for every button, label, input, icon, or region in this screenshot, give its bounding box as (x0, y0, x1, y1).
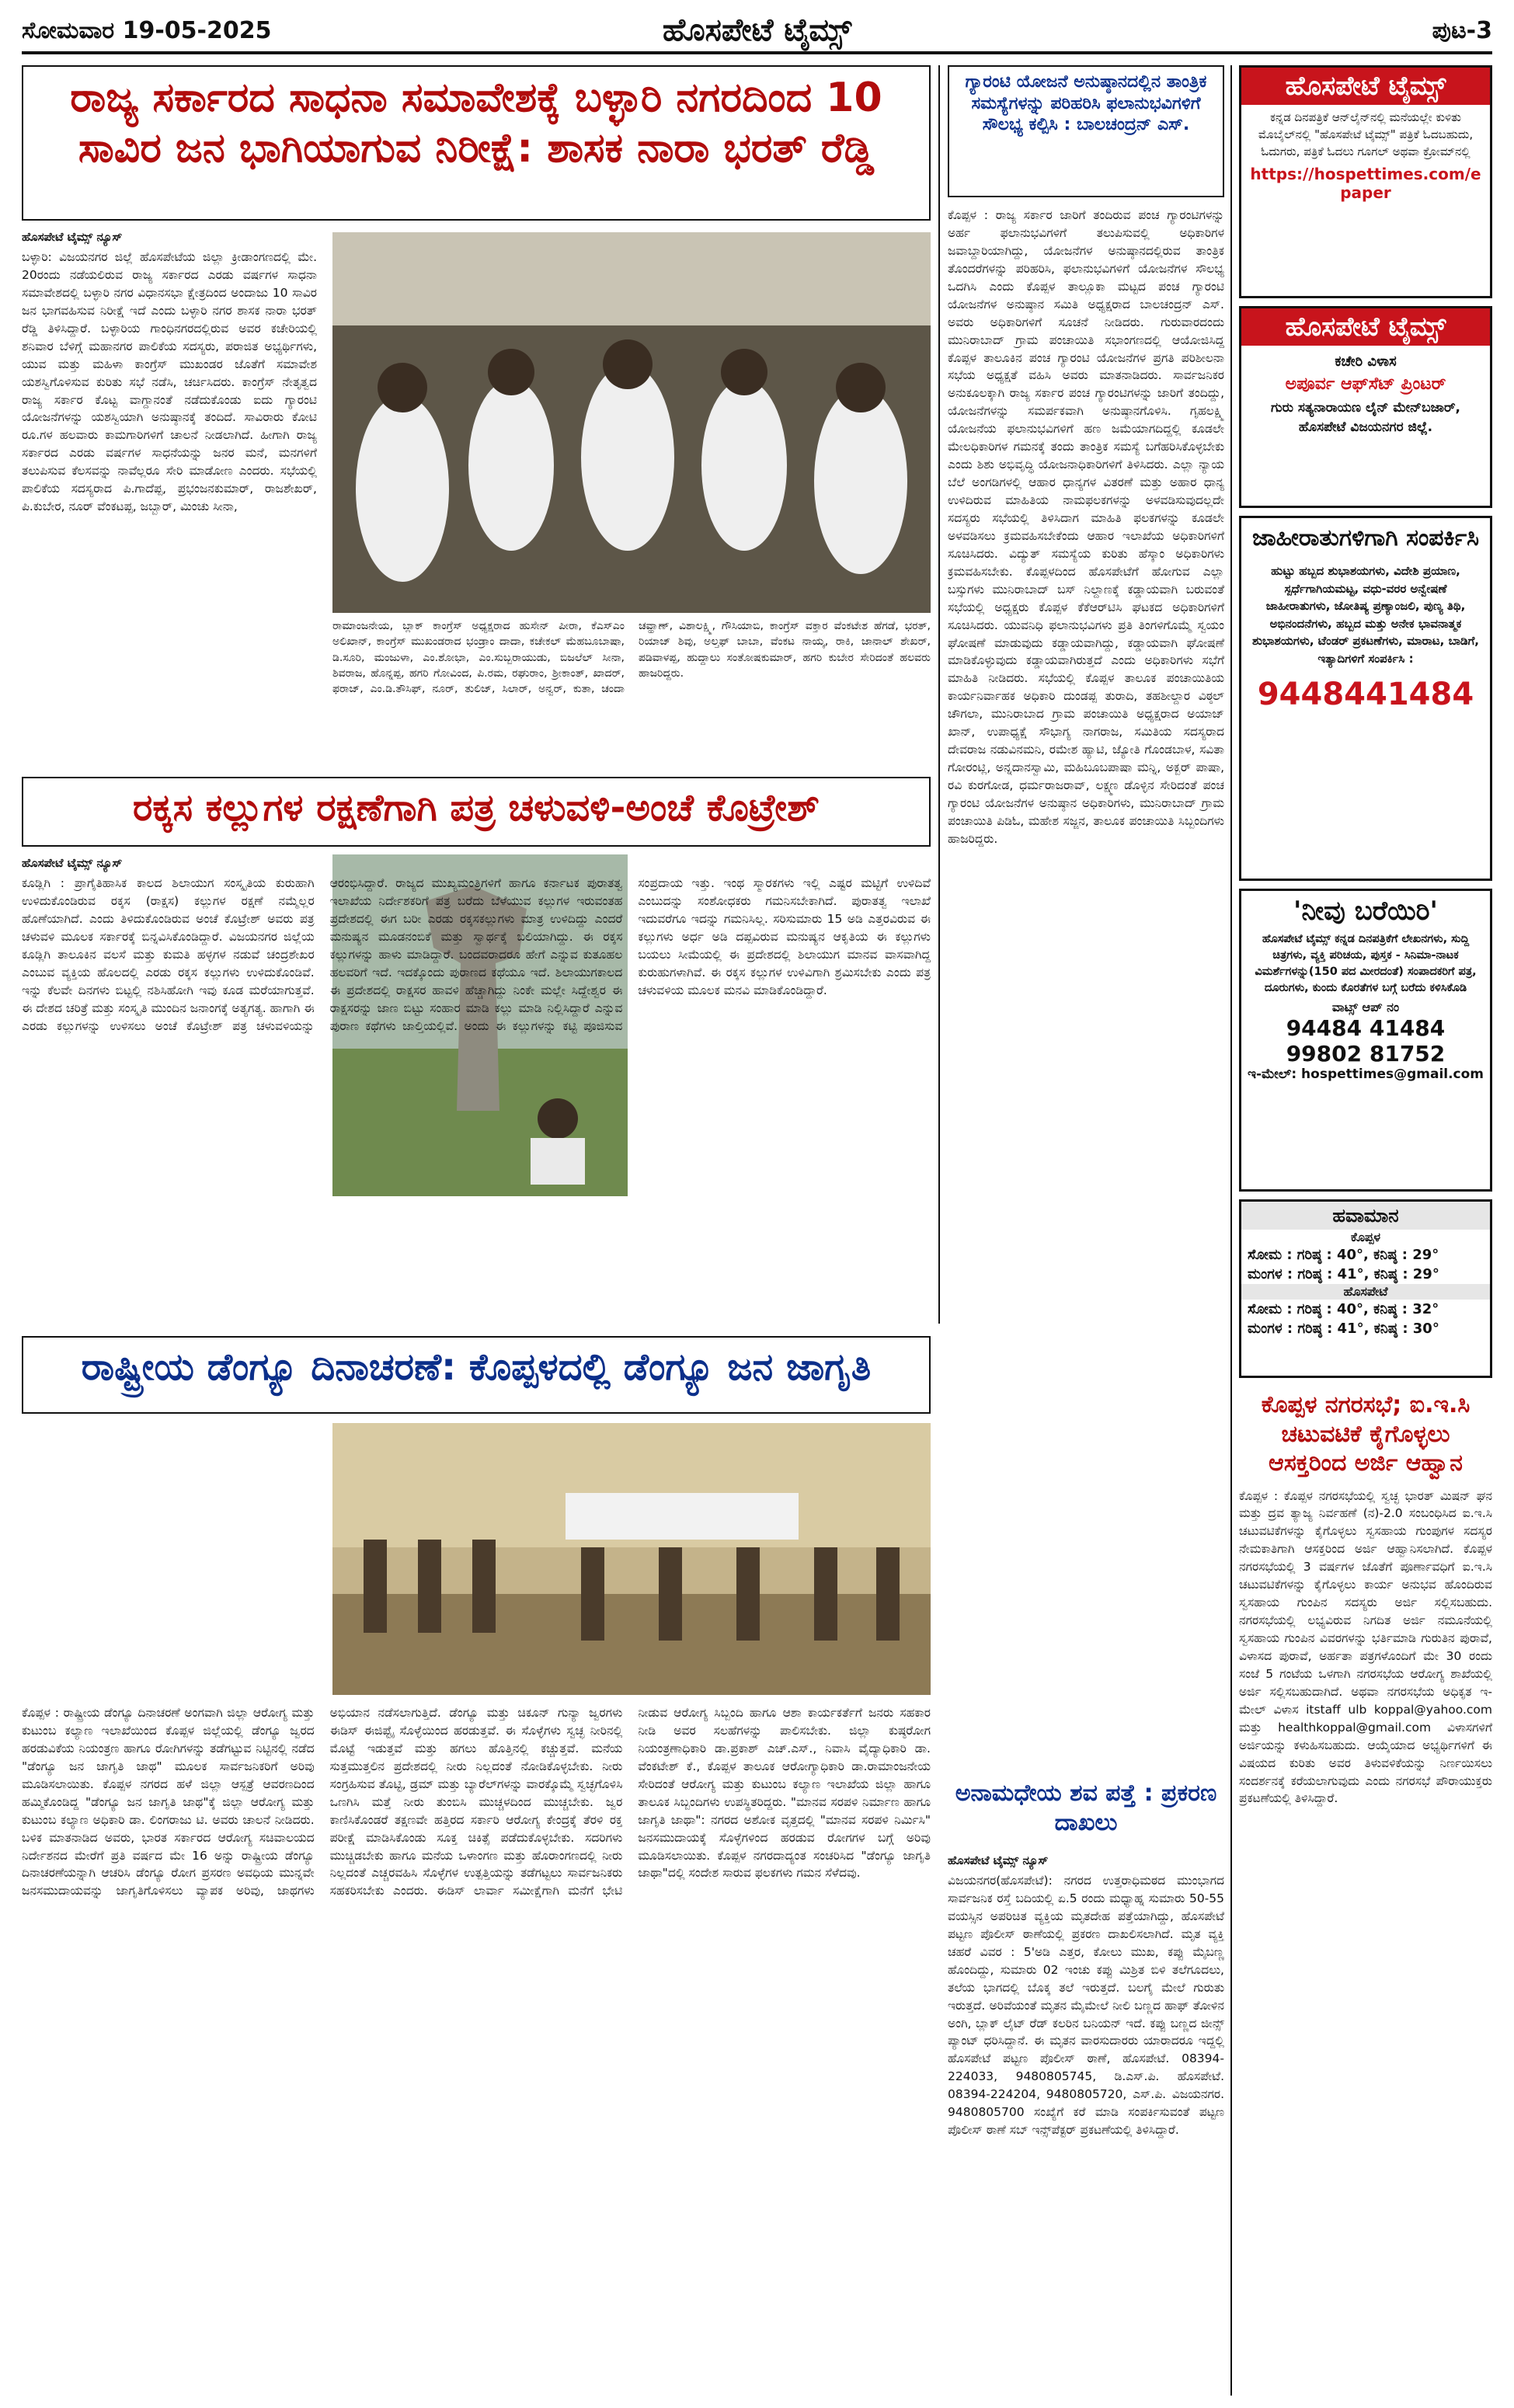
headline: ರಾಷ್ಟ್ರೀಯ ಡೆಂಗ್ಯೂ ದಿನಾಚರಣೆ: ಕೊಪ್ಪಳದಲ್ಲಿ ಡೆಂಗ್ಯೂ ಜನ ಜಾಗೃತಿ (81, 1345, 872, 1389)
story-unidentified-body (948, 1779, 1224, 2400)
weather-city-2: ಹೊಸಪೇಟೆ (1241, 1284, 1490, 1300)
headline: ಗ್ಯಾರಂಟಿ ಯೋಜನೆ ಅನುಷ್ಠಾನದಲ್ಲಿನ ತಾಂತ್ರಿಕ ಸಮಸ್ಯೆಗಳನ್ನು ಪರಿಹರಿಸಿ ಫಲಾನುಭವಿಗಳಿಗೆ ಸೌಲಭ್ಯ ಕಲ್ಪಿಸಿ : ಬಾಲಚಂದ್ರನ್ ಎಸ್. (965, 72, 1207, 134)
sidebar (1239, 65, 1492, 2396)
page-number: ಪುಟ-3 (1432, 17, 1492, 44)
newspaper-title: ಹೊಸಪೇಟೆ ಟೈಮ್ಸ್ (662, 12, 852, 48)
byline: ಹೊಸಪೇಟೆ ಟೈಮ್ಸ್ ನ್ಯೂಸ್ (22, 856, 123, 870)
column-rule (1230, 65, 1232, 2396)
card-text: ಹುಟ್ಟು ಹಬ್ಬದ ಶುಭಾಶಯಗಳು, ವಿದೇಶಿ ಪ್ರಯಾಣ, ಸ್ಪರ್ಧೆಗಾಗಿಯಮಟ್ಟ, ವಧು-ವರರ ಅನ್ವೇಷಣೆ ಜಾಹೀರಾತುಗಳು, ಜೋತಿಷ್ಯ ಪ್ರಣ್ಯಾಂಜಲಿ, ಪುಣ್ಯ ತಿಥಿ, ಅಭಿನಂದನೆಗಳು, ಹಬ್ಬದ ಮತ್ತು ಅನೇಕ ಭಾವನಾತ್ಮಕ ಶುಭಾಶಯಗಳು, ಟೆಂಡರ್ ಪ್ರಕಟಣೆಗಳು, ಮಾರಾಟ, ಬಾಡಿಗೆ, ಇತ್ಯಾದಿಗಳಿಗೆ ಸಂಪರ್ಕಿಸಿ : (1251, 564, 1479, 666)
card-title: ಹೊಸಪೇಟೆ ಟೈಮ್ಸ್ (1241, 308, 1490, 346)
weather-row: ಮಂಗಳ : ಗರಿಷ್ಠ : 41°, ಕನಿಷ್ಠ : 29° (1248, 1266, 1439, 1282)
issue-date: ಸೋಮವಾರ 19-05-2025 (22, 17, 272, 44)
article-body: ಕೂಡ್ಲಿಗಿ : ಪ್ರಾಗೈತಿಹಾಸಿಕ ಕಾಲದ ಶಿಲಾಯುಗ ಸಂಸ್ಕೃತಿಯ ಕುರುಹಾಗಿ ಉಳಿದುಕೊಂಡಿರುವ ರಕ್ಕಸ (ರಾಕ್ಷಸ) ಕಲ್ಲುಗಳ ರಕ್ಷಣೆ ನಮ್ಮೆಲ್ಲರ ಹೊಣೆಯಾಗಿದೆ. ಎಂದು ತಿಳಿದುಕೊಂಡಿರುವ ಅಂಚೆ ಕೊಟ್ರೇಶ್ ಅವರು ಪತ್ರ ಚಳುವಳಿ ಮೂಲಕ ಸರ್ಕಾರಕ್ಕೆ ಬಿನ್ನವಿಸಿಕೊಂಡಿದ್ದಾರೆ. ವಿಜಯನಗರ ಜಿಲ್ಲೆಯ ಕೂಡ್ಲಿಗಿ ತಾಲೂಕಿನ ವಲಸೆ ಮತ್ತು ಕುಮತಿ ಹಳ್ಳಗಳ ನಡುವೆ ಚಂದ್ರಶೇಖರ ಎಂಬುವ ವ್ಯಕ್ತಿಯ ಹೊಲದಲ್ಲಿ ಎರಡು ರಕ್ಕಸ ಕಲ್ಲುಗಳು ಉಳಿದುಕೊಂಡಿವೆ. ಇನ್ನು ಕೆಲವೇ ದಿನಗಳು ಬಿಟ್ಟಲ್ಲಿ ನಶಿಸಿಹೋಗಿ ಇವು ಕೂಡ ಮರೆಯಾಗುತ್ತವೆ. ಈ ದೇಶದ ಚರಿತ್ರೆ ಮತ್ತು ಸಂಸ್ಕೃತಿ ಮುಂದಿನ ಜನಾಂಗಕ್ಕೆ ಅತ್ಯಗತ್ಯ. ಹಾಗಾಗಿ ಈ ಎರಡು ಕಲ್ಲುಗಳನ್ನು ಉಳಿಸಲು ಅಂಚೆ ಕೊಟ್ರೇಶ್ ಪತ್ರ ಚಳುವಳಿಯನ್ನು ಆರಂಭಿಸಿದ್ದಾರೆ. ರಾಜ್ಯದ ಮುಖ್ಯಮಂತ್ರಿಗಳಿಗೆ ಹಾಗೂ ಕರ್ನಾಟಕ ಪುರಾತತ್ವ ಇಲಾಖೆಯ ನಿರ್ದೇಶಕರಿಗೆ ಪತ್ರ ಬರೆದು ಬೆಳೆಯುವ ಕಲ್ಲುಗಳ ಇರುವಂತಹ ಪ್ರದೇಶದಲ್ಲಿ ಈಗ ಬರೀ ಎರಡು ರಕ್ಕಸಕಲ್ಲುಗಳು ಮಾತ್ರ ಉಳಿದಿದ್ದು ಎಂದರೆ ಮನುಷ್ಯನ ಮೂಡನಂಬಿಕೆ ಮತ್ತು ಸ್ವಾರ್ಥಕ್ಕೆ ಬಲಿಯಾಗಿದ್ದು. ಈ ರಕ್ಕಸ ಕಲ್ಲುಗಳನ್ನು ಹಾಳು ಮಾಡಿದ್ದಾರೆ. ಬಂದವರಾದರೂ ಹೇಗೆ ಎನ್ನುವ ಕುತೂಹಲ ಹಲವರಿಗೆ ಇದೆ. ಇದಕ್ಕೊಂದು ಪುರಾಣದ ಕಥೆಯೂ ಇದೆ. ಶಿಲಾಯುಗಕಾಲದ ಈ ಪ್ರದೇಶದಲ್ಲಿ ರಾಕ್ಷಸರ ಹಾವಳಿ ಹೆಚ್ಚಾಗಿದ್ದು ನಿಂಕೇ ಮಲ್ಲೇ ಸಿದ್ದೇಶ್ವರ ಈ ರಾಕ್ಷಸರನ್ನು ಜಾಣ ಬಿಟ್ಟು ಸಂಹಾರ ಮಾಡಿ ಕಲ್ಲು ಮಾಡಿ ನಿಲ್ಲಿಸಿದ್ದಾರೆ ಎನ್ನುವ ಪುರಾಣ ಕಥೆಗಳು ಜಾಲ್ತಿಯಲ್ಲಿವೆ. ಅಂದು ಈ ಕಲ್ಲುಗಳನ್ನು ಕಟ್ಟಿ ಪೂಜಿಸುವ ಸಂಪ್ರದಾಯ ಇತ್ತು. ಇಂಥ ಸ್ಮಾರಕಗಳು ಇಲ್ಲಿ ಎಷ್ಟರ ಮಟ್ಟಿಗೆ ಉಳಿದಿವೆ ಎಂಬುದನ್ನು ಸಂಶೋಧಕರು ಗಮನಿಸಬೇಕಾಗಿದೆ. ಪುರಾತತ್ವ ಇಲಾಖೆ ಇದುವರೆಗೂ ಇದನ್ನು ಗಮನಿಸಿಲ್ಲ. ಸರಿಸುಮಾರು 15 ಅಡಿ ಎತ್ತರವಿರುವ ಈ ಕಲ್ಲುಗಳು ಅರ್ಧ ಅಡಿ ದಪ್ಪವಿರುವ ಮನುಷ್ಯನ ಆಕೃತಿಯ ಈ ಕಲ್ಲುಗಳು ಬಯಲು ಸೀಮೆಯಲ್ಲಿ ಈ ಪ್ರದೇಶದಲ್ಲಿ ಶಿಲಾಯುಗ ಮಾನವ ವಾಸವಾಗಿದ್ದ ಕುರುಹುಗಳಾಗಿವೆ. ಈ ರಕ್ಕಸ ಕಲ್ಲುಗಳ ಉಳಿವಿಗಾಗಿ ಶ್ರಮಿಸಬೇಕು ಎಂದು ಪತ್ರ ಚಳುವಳಿಯ ಮೂಲಕ ಮನವಿ ಮಾಡಿಕೊಂಡಿದ್ದಾರೆ. (22, 876, 931, 1033)
article-body: ಕೊಪ್ಪಳ : ರಾಜ್ಯ ಸರ್ಕಾರ ಜಾರಿಗೆ ತಂದಿರುವ ಪಂಚ ಗ್ಯಾರಂಟಿಗಳನ್ನು ಅರ್ಹ ಫಲಾನುಭವಿಗಳಿಗೆ ತಲುಪಿಸುವಲ್ಲಿ ಅಧಿಕಾರಿಗಳ ಜವಾಬ್ದಾರಿಯಾಗಿದ್ದು, ಯೋಜನೆಗಳ ಅನುಷ್ಠಾನದಲ್ಲಿರುವ ತಾಂತ್ರಿಕ ತೊಂದರೆಗಳನ್ನು ಪರಿಹರಿಸಿ, ಫಲಾನುಭವಿಗಳಿಗೆ ಯೋಜನೆಗಳ ಸೌಲಭ್ಯ ಒದಗಿಸಿ ಎಂದು ಕೊಪ್ಪಳ ತಾಲ್ಲೂಕಾ ಮಟ್ಟದ ಪಂಚ ಗ್ಯಾರಂಟಿ ಯೋಜನೆಗಳ ಅನುಷ್ಠಾನ ಸಮಿತಿ ಅಧ್ಯಕ್ಷರಾದ ಬಾಲಚಂದ್ರನ್ ಎಸ್. ಅವರು ಅಧಿಕಾರಿಗಳಿಗೆ ಸೂಚನೆ ನೀಡಿದರು. ಗುರುವಾರದಂದು ಮುನಿರಾಬಾದ್ ಗ್ರಾಮ ಪಂಚಾಯಿತಿ ಸಭಾಂಗಣದಲ್ಲಿ ಆಯೋಜಿಸಿದ್ದ ಕೊಪ್ಪಳ ತಾಲೂಕಿನ ಪಂಚ ಗ್ಯಾರಂಟಿ ಯೋಜನೆಗಳ ಪ್ರಗತಿ ಪರಿಶೀಲನಾ ಸಭೆಯ ಅಧ್ಯಕ್ಷತೆ ವಹಿಸಿ ಅವರು ಮಾತನಾಡಿದರು. ಸಾರ್ವಜನಿಕರ ಅನುಕೂಲಕ್ಕಾಗಿ ರಾಜ್ಯ ಸರ್ಕಾರ ಪಂಚ ಗ್ಯಾರಂಟಿಗಳನ್ನು ಜಾರಿಗೆ ತಂದಿದ್ದು, ಯೋಜನೆಗಳನ್ನು ಸಮರ್ಪಕವಾಗಿ ಅನುಷ್ಠಾನಗೊಳಿಸಿ. ಗೃಹಲಕ್ಷ್ಮಿ ಯೋಜನೆಯ ಫಲಾನುಭವಿಗಳಿಗೆ ಹಣ ಜಮೆಯಾಗದಿದ್ದಲ್ಲಿ ಕೂಡಲೇ ಮೇಲಧಿಕಾರಿಗಳ ಗಮನಕ್ಕೆ ತಂದು ತಾಂತ್ರಿಕ ಸಮಸ್ಯೆ ಬಗೆಹರಿಸಿಕೊಳ್ಳಬೇಕು ಎಂದು ಶಿಶು ಅಭಿವೃದ್ಧಿ ಯೋಜನಾಧಿಕಾರಿಗಳಿಗೆ ತಿಳಿಸಿದರು. ಎಲ್ಲಾ ನ್ಯಾಯ ಬೆಲೆ ಅಂಗಡಿಗಳಲ್ಲಿ ಆಹಾರ ಧಾನ್ಯಗಳ ವಿತರಣೆ ಮತ್ತು ಅಹಾರ ಧಾನ್ಯ ಉಳಿದಿರುವ ಮಾಹಿತಿಯ ನಾಮಫಲಕಗಳನ್ನು ಅಳವಡಿಸುವುದಲ್ಲದೇ ಸದಸ್ಯರು ಸಭೆಯಲ್ಲಿ ತಿಳಿಸಿದಾಗ ಮಾಹಿತಿ ಫಲಕಗಳನ್ನು ಕೂಡಲೇ ಅಳವಡಿಸಲು ಕ್ರಮವಹಿಸಬೇಕೆಂದು ಆಹಾರ ಇಲಾಖೆಯ ಅಧಿಕಾರಿಗಳಿಗೆ ಸೂಚಿಸಿದರು. ವಿದ್ಯುತ್ ಸಮಸ್ಯೆಯ ಕುರಿತು ಹೆಸ್ಕಾಂ ಅಧಿಕಾರಿಗಳು ಕ್ರಮವಹಿಸಬೇಕು. ಕೊಪ್ಪಳದಿಂದ ಹೊಸಪೇಟೆಗೆ ಹೋಗುವ ಎಲ್ಲಾ ಬಸ್ಸುಗಳು ಮುನಿರಾಬಾದ್ ಬಸ್ ನಿಲ್ದಾಣಕ್ಕೆ ಕಡ್ಡಾಯವಾಗಿ ಬರುವಂತೆ ಸಭೆಯಲ್ಲಿ ಅಧ್ಯಕ್ಷರು ಕೊಪ್ಪಳ ಕೆಕೆಆರ್‌ಟಿಸಿ ಘಟಕದ ಅಧಿಕಾರಿಗಳಿಗೆ ಸೂಚಿಸಿದರು. ಯುವನಿಧಿ ಫಲಾನುಭವಿಗಳು ಪ್ರತಿ ತಿಂಗಳಿಗೊಮ್ಮೆ ಸ್ವಯಂ ಘೋಷಣೆ ಮಾಡುವುದು ಕಡ್ಡಾಯವಾಗಿದ್ದು, ಕಡ್ಡಾಯವಾಗಿ ಘೋಷಣೆ ಮಾಡಿಕೊಳ್ಳುವುದು ಕಡ್ಡಾಯವಾಗಿರುತ್ತದೆ ಎಂದು ಅಧಿಕಾರಿಗಳು ಸಭೆಗೆ ಮಾಹಿತಿ ನೀಡಿದರು. ಸಭೆಯಲ್ಲಿ ಕೊಪ್ಪಳ ತಾಲೂಕ ಪಂಚಾಯಿತಿಯ ಕಾರ್ಯನಿರ್ವಾಹಕ ಅಧಿಕಾರಿ ದುಂಡಪ್ಪ ತುರಾದಿ, ತಹಶೀಲ್ದಾರ ವಿಠ್ಠಲ್ ಚೌಗಲಾ, ಮುನಿರಾಬಾದ ಗ್ರಾಮ ಪಂಚಾಯಿತಿ ಅಧ್ಯಕ್ಷರಾದ ಅಯಾಜ್ ಖಾನ್, ಉಪಾಧ್ಯಕ್ಷೆ ಸೌಭಾಗ್ಯ ನಾಗರಾಜ, ಸಮಿತಿಯ ಸದಸ್ಯರಾದ ದೇವರಾಜ ನಡುವಿನಮನಿ, ರಮೇಶ ಹ್ಯಾಟಿ, ಜ್ಯೋತಿ ಗೊಂಡಬಾಳ, ಸವಿತಾ ಗೋರಂಟ್ಲಿ, ಅನ್ನದಾನಸ್ವಾಮಿ, ಮಹಿಬೂಬಪಾಷಾ ಮನ್ನಿ, ಅಕ್ಬರ್ ಪಾಷಾ, ರವಿ ಕುರಗೋಡ, ಧರ್ಮರಾಜರಾವ್, ಲಕ್ಷ್ಮಣ ಡೊಳ್ಳಿನ ಸೇರಿದಂತೆ ಪಂಚ ಗ್ಯಾರಂಟಿ ಯೋಜನೆಗಳ ಅನುಷ್ಠಾನ ಅಧಿಕಾರಿಗಳು, ಮುನಿರಾಬಾದ್ ಗ್ರಾಮ ಪಂಚಾಯಿತಿ ಪಿಡಿಓ, ಮಹೇಶ ಸಜ್ಜನ, ತಾಲೂಕ ಪಂಚಾಯಿತಿ ಸಿಬ್ಬಂದಿಗಳು ಹಾಜರಿದ್ದರು. (948, 208, 1224, 846)
story-guarantee (948, 65, 1224, 1324)
meeting-photo-illustration (332, 232, 931, 613)
address-label: ಕಚೇರಿ ವಿಳಾಸ (1335, 353, 1397, 370)
advertise-card (1239, 516, 1492, 881)
headline-box (22, 1336, 931, 1414)
article-body: ವಿಜಯನಗರ(ಹೊಸಪೇಟೆ): ನಗರದ ಉತ್ತರಾಧಿಮಠದ ಮುಂಭಾಗದ ಸಾರ್ವಜನಿಕ ರಸ್ತೆ ಬದಿಯಲ್ಲಿ ಏ.5 ರಂದು ಮಧ್ಯಾಹ್ನ ಸುಮಾರು 50-55 ವಯಸ್ಸಿನ ಅಪರಿಚಿತ ವ್ಯಕ್ತಿಯ ಮೃತದೇಹ ಪತ್ತೆಯಾಗಿದ್ದು, ಹೊಸಪೇಟೆ ಪಟ್ಟಣ ಪೊಲೀಸ್ ಠಾಣೆಯಲ್ಲಿ ಪ್ರಕರಣ ದಾಖಲಿಸಲಾಗಿದೆ. ಮೃತ ವ್ಯಕ್ತಿ ಚಹರೆ ವಿವರ : 5'ಅಡಿ ಎತ್ತರ, ಕೋಲು ಮುಖ, ಕಪ್ಪು ಮೈಬಣ್ಣ ಹೊಂದಿದ್ದು, ಸುಮಾರು 02 ಇಂಚು ಕಪ್ಪು ಮಿಶ್ರಿತ ಬಿಳಿ ತಲೆಗೂದಲು, ತಲೆಯ ಭಾಗದಲ್ಲಿ ಬೊಕ್ಕ ತಲೆ ಇರುತ್ತದೆ. ಬಲಗೈ ಮೇಲೆ ಗುರುತು ಇರುತ್ತದೆ. ಅರಿವೆಯಂತೆ ಮೃತನ ಮೈಮೇಲೆ ನೀಲಿ ಬಣ್ಣದ ಹಾಫ್ ತೋಳಿನ ಅಂಗಿ, ಬ್ಲಾಕ್ ಲೈಟ್ ರೆಡ್ ಕಲರಿನ ಬನಿಯನ್ ಇದೆ. ಕಪ್ಪು ಬಣ್ಣದ ಜೀನ್ಸ್ ಪ್ಯಾಂಟ್ ಧರಿಸಿದ್ದಾನೆ. ಈ ಮೃತನ ವಾರಸುದಾರರು ಯಾರಾದರೂ ಇದ್ದಲ್ಲಿ ಹೊಸಪೇಟೆ ಪಟ್ಟಣ ಪೊಲೀಸ್ ಠಾಣೆ, ಹೊಸಪೇಟೆ. 08394-224033, 9480805745, ಡಿ.ಎಸ್.ಪಿ. ಹೊಸಪೇಟೆ. 08394-224204, 9480805720, ಎಸ್.ಪಿ. ವಿಜಯನಗರ. 9480805700 ಸಂಖ್ಯೆಗೆ ಕರೆ ಮಾಡಿ ಸಂಪರ್ಕಿಸುವಂತೆ ಪಟ್ಟಣ ಪೊಲೀಸ್ ಠಾಣೆ ಸಬ್ ಇನ್ಸ್‌ಪೆಕ್ಟರ್ ಪ್ರಕಟಣೆಯಲ್ಲಿ ತಿಳಿಸಿದ್ದಾರೆ. (948, 1874, 1224, 2138)
office-address-card (1239, 306, 1492, 508)
weather-city-1: ಕೊಪ್ಪಳ (1350, 1230, 1381, 1244)
phone-1[interactable]: 94484 41484 (1286, 1015, 1446, 1042)
headline-box (22, 777, 931, 847)
epaper-card (1239, 65, 1492, 298)
weather-title: ಹವಾಮಾನ (1241, 1202, 1490, 1230)
weather-row: ಸೋಮ : ಗರಿಷ್ಠ : 40°, ಕನಿಷ್ಠ : 32° (1248, 1301, 1439, 1317)
weather-card (1239, 1199, 1492, 1378)
write-to-us-card (1239, 889, 1492, 1192)
article-body: ಕೊಪ್ಪಳ : ರಾಷ್ಟ್ರೀಯ ಡೆಂಗ್ಯೂ ದಿನಾಚರಣೆ ಅಂಗವಾಗಿ ಜಿಲ್ಲಾ ಆರೋಗ್ಯ ಮತ್ತು ಕುಟುಂಬ ಕಲ್ಯಾಣ ಇಲಾಖೆಯಿಂದ ಕೊಪ್ಪಳ ಜಿಲ್ಲೆಯಲ್ಲಿ ಡೆಂಗ್ಯೂ ಜ್ವರದ ಹರಡುವಿಕೆಯ ನಿಯಂತ್ರಣ ಹಾಗೂ ರೋಗಿಗಳನ್ನು ತಡೆಗಟ್ಟುವ ನಿಟ್ಟಿನಲ್ಲಿ ನಡೆದ "ಡೆಂಗ್ಯೂ ಜನ ಜಾಗೃತಿ ಜಾಥ" ಮೂಲಕ ಸಾರ್ವಜನಿಕರಿಗೆ ಅರಿವು ಮೂಡಿಸಲಾಯಿತು. ಕೊಪ್ಪಳ ನಗರದ ಹಳೆ ಜಿಲ್ಲಾ ಆಸ್ಪತ್ರೆ ಆವರಣದಿಂದ ಹಮ್ಮಿಕೊಂಡಿದ್ದ "ಡೆಂಗ್ಯೂ ಜನ ಜಾಗೃತಿ ಜಾಥ"ಕ್ಕೆ ಜಿಲ್ಲಾ ಆರೋಗ್ಯ ಮತ್ತು ಕುಟುಂಬ ಕಲ್ಯಾಣ ಅಧಿಕಾರಿ ಡಾ. ಲಿಂಗರಾಜು ಟಿ. ಅವರು ಚಾಲನೆ ನೀಡಿದರು. ಬಳಿಕ ಮಾತನಾಡಿದ ಅವರು, ಭಾರತ ಸರ್ಕಾರದ ಆರೋಗ್ಯ ಸಚಿವಾಲಯದ ನಿರ್ದೇಶನದ ಮೇರೆಗೆ ಪ್ರತಿ ವರ್ಷದ ಮೇ 16 ಅನ್ನು ರಾಷ್ಟ್ರೀಯ ಡೆಂಗ್ಯೂ ದಿನಾಚರಣೆಯನ್ನಾಗಿ ಆಚರಿಸಿ ಡೆಂಗ್ಯೂ ರೋಗ ಪ್ರಸರಣ ಅವಧಿಯ ಮುನ್ನವೇ ಜನಸಮುದಾಯವನ್ನು ಜಾಗೃತಿಗೊಳಿಸಲು ವ್ಯಾಪಕ ಅರಿವು, ಜಾಥಗಳು ಅಭಿಯಾನ ನಡೆಸಲಾಗುತ್ತಿದೆ. ಡೆಂಗ್ಯೂ ಮತ್ತು ಚಿಕೂನ್ ಗುನ್ಯಾ ಜ್ವರಗಳು ಈಡಿಸ್ ಈಜಿಪ್ಟೈ ಸೊಳ್ಳೆಯಿಂದ ಹರಡುತ್ತವೆ. ಈ ಸೊಳ್ಳೆಗಳು ಸ್ವಚ್ಛ ನೀರಿನಲ್ಲಿ ಮೊಟ್ಟೆ ಇಡುತ್ತವೆ ಮತ್ತು ಹಗಲು ಹೊತ್ತಿನಲ್ಲಿ ಕಚ್ಚುತ್ತವೆ. ಮನೆಯ ಸುತ್ತಮುತ್ತಲಿನ ಪ್ರದೇಶದಲ್ಲಿ ನೀರು ನಿಲ್ಲದಂತೆ ನೋಡಿಕೊಳ್ಳಬೇಕು. ನೀರು ಸಂಗ್ರಹಿಸುವ ತೊಟ್ಟಿ, ಡ್ರಮ್ ಮತ್ತು ಬ್ಯಾರೆಲ್‌ಗಳನ್ನು ವಾರಕ್ಕೊಮ್ಮೆ ಸ್ವಚ್ಛಗೊಳಿಸಿ ಒಣಗಿಸಿ ಮತ್ತೆ ನೀರು ತುಂಬಿಸಿ ಮುಚ್ಚಳದಿಂದ ಮುಚ್ಚಬೇಕು. ಜ್ವರ ಕಾಣಿಸಿಕೊಂಡರೆ ತಕ್ಷಣವೇ ಹತ್ತಿರದ ಸರ್ಕಾರಿ ಆರೋಗ್ಯ ಕೇಂದ್ರಕ್ಕೆ ತೆರಳಿ ರಕ್ತ ಪರೀಕ್ಷೆ ಮಾಡಿಸಿಕೊಂಡು ಸೂಕ್ತ ಚಿಕಿತ್ಸೆ ಪಡೆದುಕೊಳ್ಳಬೇಕು. ಸದರಿಗಳು ಮುಚ್ಚಿಡಬೇಕು ಹಾಗೂ ಮನೆಯ ಒಳಾಂಗಣ ಮತ್ತು ಹೊರಾಂಗಣದಲ್ಲಿ ನೀರು ನಿಲ್ಲದಂತೆ ಎಚ್ಚರವಹಿಸಿ ಸೊಳ್ಳೆಗಳ ಉತ್ಪತ್ತಿಯನ್ನು ತಡೆಗಟ್ಟಲು ಸಾರ್ವಜನಿಕರು ಸಹಕರಿಸಬೇಕು ಎಂದರು. ಈಡಿಸ್ ಲಾರ್ವಾ ಸಮೀಕ್ಷೆಗಾಗಿ ಮನೆಗೆ ಭೇಟಿ ನೀಡುವ ಆರೋಗ್ಯ ಸಿಬ್ಬಂದಿ ಹಾಗೂ ಆಶಾ ಕಾರ್ಯಕರ್ತೆಗೆ ಜನರು ಸಹಕಾರ ನೀಡಿ ಅವರ ಸಲಹೆಗಳನ್ನು ಪಾಲಿಸಬೇಕು. ಜಿಲ್ಲಾ ಕುಷ್ಠರೋಗ ನಿಯಂತ್ರಣಾಧಿಕಾರಿ ಡಾ.ಪ್ರಕಾಶ್ ಎಚ್.ಎಸ್., ನಿವಾಸಿ ವೈದ್ಯಾಧಿಕಾರಿ ಡಾ. ವೆಂಕಟೇಶ್ ಕೆ., ಕೊಪ್ಪಳ ತಾಲೂಕ ಆರೋಗ್ಯಾಧಿಕಾರಿ ಡಾ.ರಾಮಾಂಜನೇಯ ಸೇರಿದಂತೆ ಆರೋಗ್ಯ ಮತ್ತು ಕುಟುಂಬ ಕಲ್ಯಾಣ ಇಲಾಖೆಯ ಜಿಲ್ಲಾ ಹಾಗೂ ತಾಲೂಕ ಸಿಬ್ಬಂದಿಗಳು ಉಪಸ್ಥಿತರಿದ್ದರು. "ಮಾನವ ಸರಪಳಿ ನಿರ್ಮಾಣ ಹಾಗೂ ಜಾಗೃತಿ ಜಾಥಾ": ನಗರದ ಅಶೋಕ ವೃತ್ತದಲ್ಲಿ "ಮಾನವ ಸರಪಳಿ ನಿರ್ಮಿಸಿ" ಜನಸಮುದಾಯಕ್ಕೆ ಸೊಳ್ಳೆಗಳಿಂದ ಹರಡುವ ರೋಗಗಳ ಬಗ್ಗೆ ಅರಿವು ಮೂಡಿಸಲಾಯಿತು. ಕೊಪ್ಪಳ ನಗರದಾದ್ಯಂತ ಸಂಚರಿಸಿದ "ಡೆಂಗ್ಯೂ ಜಾಗೃತಿ ಜಾಥಾ"ದಲ್ಲಿ ಸಂದೇಶ ಸಾರುವ ಫಲಕಗಳು ಗಮನ ಸೆಳೆದವು. (22, 1706, 931, 1898)
card-text: ಹೊಸಪೇಟೆ ಟೈಮ್ಸ್ ಕನ್ನಡ ದಿನಪತ್ರಿಕೆಗೆ ಲೇಖನಗಳು, ಸುದ್ದಿ ಚಿತ್ರಗಳು, ವ್ಯಕ್ತಿ ಪರಿಚಯ, ಪುಸ್ತಕ - ಸಿನಿಮಾ-ನಾಟಕ ವಿಮರ್ಶೆಗಳನ್ನು(150 ಪದ ಮೀರದಂತೆ) ಸಂಪಾದಕರಿಗೆ ಪತ್ರ, ದೂರುಗಳು, ಕುಂದು ಕೊರತೆಗಳ ಬಗ್ಗೆ ಬರೆದು ಕಳಿಸಿಕೊಡಿ (1255, 933, 1477, 995)
headline: ರಕ್ಕಸ ಕಲ್ಲುಗಳ ರಕ್ಷಣೆಗಾಗಿ ಪತ್ರ ಚಳುವಳಿ-ಅಂಚೆ ಕೊಟ್ರೇಶ್ (133, 786, 820, 830)
card-title: ಜಾಹೀರಾತುಗಳಿಗಾಗಿ ಸಂಪರ್ಕಿಸಿ (1251, 524, 1480, 552)
byline: ಹೊಸಪೇಟೆ ಟೈಮ್ಸ್ ನ್ಯೂಸ್ (22, 230, 123, 244)
headline: ಅನಾಮಧೇಯ ಶವ ಪತ್ತೆ : ಪ್ರಕರಣ ದಾಖಲು (955, 1780, 1217, 1836)
photo-caption: ರಾಮಾಂಜನೇಯ, ಬ್ಲಾಕ್ ಕಾಂಗ್ರೆಸ್ ಅಧ್ಯಕ್ಷರಾದ ಹುಸೇನ್ ಪೀರಾ, ಕೆಎಸ್ಎಂ ಅಲಿಖಾನ್, ಕಾಂಗ್ರೆಸ್ ಮುಖಂಡರಾದ ಭಂಡ್ರಾಂ ದಾದಾ, ಕಚೇಕಲ್ ಮೆಹಬೂಬಾಷಾ, ಡಿ.ಸೂರಿ, ಮಂಜುಳಾ, ಎಂ.ಶೋಭಾ, ಎಂ.ಸುಬ್ಬರಾಯುಡು, ಬಿಜಲೆಲ್ ಸೀನಾ, ಶಿವರಾಜ, ಹೊನ್ನಪ್ಪ, ಹಗರಿ ಗೋವಿಂದ, ಪಿ.ರಮ, ರಘುರಾಂ, ಶ್ರೀಕಾಂತ್, ಖಾದರ್, ಫರಾಜ್, ಎಂ.ಡಿ.ತೌಸಿಫ್, ನೂರ್, ತುಲಿಜ್, ಸಿಲಾರ್, ಅನ್ವರ್, ಕುತಾ, ಚಂದಾ ಚವ್ಹಾಣ್, ವಿಶಾಲಕ್ಷ್ಮಿ, ಗೌಸಿಯಾಬಿ, ಕಾಂಗ್ರೆಸ್ ವಕ್ತಾರ ವೆಂಕಟೇಶ ಹೆಗಡೆ, ಭರತ್, ರಿಯಾಜ್ ಶಿವು, ಅಲ್ತಫ್ ಬಾಬಾ, ವೆಂಕಟ ನಾಯ್ಕ, ರಾಕಿ, ಜಾನಾಲ್ ಶೇಖರ್, ಪಡಿವಾಳಪ್ಪ, ಹುದ್ದಾಲು ಸಂತೋಷಕುಮಾರ್, ಹಗರಿ ಕುಬೇರ ಸೇರಿದಂತೆ ಹಲವರು ಹಾಜರಿದ್ದರು. (332, 620, 931, 696)
story-dengue (22, 1336, 931, 2400)
ad-phone[interactable]: 9448441484 (1257, 677, 1474, 712)
weather-row: ಸೋಮ : ಗರಿಷ್ಠ : 40°, ಕನಿಷ್ಠ : 29° (1248, 1247, 1439, 1263)
email-label: ಇ-ಮೇಲ್: (1247, 1067, 1297, 1083)
address-text: ಗುರು ಸತ್ಯನಾರಾಯಣ ಲೈನ್ ಮೇನ್‌ಬಜಾರ್, ಹೊಸಪೇಟೆ ವಿಜಯನಗರ ಜಿಲ್ಲೆ. (1271, 400, 1460, 435)
masthead (22, 11, 1492, 54)
card-title: ಹೊಸಪೇಟೆ ಟೈಮ್ಸ್ (1241, 68, 1490, 105)
story-bharat-reddy (22, 65, 931, 764)
card-title: 'ನೀವು ಬರೆಯಿರಿ' (1293, 896, 1438, 927)
epaper-link[interactable]: https://hospettimes.com/epaper (1250, 165, 1481, 203)
whatsapp-label: ವಾಟ್ಸ್ ಆಪ್ ನಂ (1331, 1000, 1400, 1015)
byline: ಹೊಸಪೇಟೆ ಟೈಮ್ಸ್ ನ್ಯೂಸ್ (948, 1853, 1049, 1867)
dengue-photo-illustration (332, 1423, 931, 1695)
article-body: ಕೊಪ್ಪಳ : ಕೊಪ್ಪಳ ನಗರಸಭೆಯಲ್ಲಿ ಸ್ವಚ್ಛ ಭಾರತ್ ಮಿಷನ್ ಘನ ಮತ್ತು ದ್ರವ ತ್ಯಾಜ್ಯ ನಿರ್ವಹಣೆ (ನ)-2.0 ಸಂಬಂಧಿಸಿದ ಐ.ಇ.ಸಿ ಚಟುವಟಿಕೆಗಳನ್ನು ಕೈಗೊಳ್ಳಲು ಸ್ವಸಹಾಯ ಗುಂಪುಗಳ ಸದಸ್ಯರ ನೇಮಕಾತಿಗಾಗಿ ಆಸಕ್ತರಿಂದ ಅರ್ಜಿ ಆಹ್ವಾನಿಸಲಾಗಿದೆ. ಕೊಪ್ಪಳ ನಗರಸಭೆಯಲ್ಲಿ 3 ವರ್ಷಗಳ ಜೊತೆಗೆ ಪೂರ್ಣಾವಧಿಗೆ ಐ.ಇ.ಸಿ ಚಟುವಟಿಕೆಗಳನ್ನು ಕೈಗೊಳ್ಳಲು ಕಾರ್ಯ ಅನುಭವ ಹೊಂದಿರುವ ಸ್ವಸಹಾಯ ಗುಂಪಿನ ಸದಸ್ಯರು ಅರ್ಜಿ ಸಲ್ಲಿಸಬಹುದು. ನಗರಸಭೆಯಲ್ಲಿ ಲಭ್ಯವಿರುವ ನಿಗದಿತ ಅರ್ಜಿ ನಮೂನೆಯಲ್ಲಿ ಸ್ವಸಹಾಯ ಗುಂಪಿನ ವಿವರಗಳನ್ನು ಭರ್ತಿಮಾಡಿ ಗುರುತಿನ ಪುರಾವೆ, ವಿಳಾಸದ ಪುರಾವೆ, ಅರ್ಹತಾ ಪತ್ರಗಳೊಂದಿಗೆ ಮೇ 30 ರಂದು ಸಂಜೆ 5 ಗಂಟೆಯ ಒಳಗಾಗಿ ನಗರಸಭೆಯ ಆರೋಗ್ಯ ಶಾಖೆಯಲ್ಲಿ ಅರ್ಜಿ ಸಲ್ಲಿಸಬಹುದಾಗಿದೆ. ಅಥವಾ ನಗರಸಭೆಯ ಅಧಿಕೃತ ಇ-ಮೇಲ್ ವಿಳಾಸ itstaff ulb koppal@yahoo.com ಮತ್ತು healthkoppal@gmail.com ವಿಳಾಸಗಳಿಗೆ ಅರ್ಜಿಯನ್ನು ಕಳುಹಿಸಬಹುದು. ಆಯ್ಕೆಯಾದ ಅಭ್ಯರ್ಥಿಗಳಿಗೆ ಈ ವಿಷಯದ ಕುರಿತು ಅವರ ತಿಳುವಳಿಕೆಯನ್ನು ನಿರ್ಣಯಿಸಲು ಸಂದರ್ಶನಕ್ಕೆ ಕರೆಯಲಾಗುವುದು ಎಂದು ನಗರಸಭೆ ಪೌರಾಯುಕ್ತರು ಪ್ರಕಟಣೆಯಲ್ಲಿ ತಿಳಿಸಿದ್ದಾರೆ. (1239, 1488, 1492, 1806)
headline: ಕೊಪ್ಪಳ ನಗರಸಭೆ; ಐ.ಇ.ಸಿ ಚಟುವಟಿಕೆ ಕೈಗೊಳ್ಳಲು ಆಸಕ್ತರಿಂದ ಅರ್ಜಿ ಆಹ್ವಾನ (1261, 1391, 1470, 1477)
story-koppal-iec (1239, 1386, 1492, 2396)
headline-box (22, 65, 931, 221)
column-rule (938, 65, 940, 1324)
headline-box (948, 65, 1224, 197)
story-rakkasa-stones (22, 777, 931, 1321)
article-body: ಬಳ್ಳಾರಿ: ವಿಜಯನಗರ ಜಿಲ್ಲೆ ಹೊಸಪೇಟೆಯ ಜಿಲ್ಲಾ ಕ್ರೀಡಾಂಗಣದಲ್ಲಿ ಮೇ. 20ರಂದು ನಡೆಯಲಿರುವ ರಾಜ್ಯ ಸರ್ಕಾರದ ಎರಡು ವರ್ಷಗಳ ಸಾಧನಾ ಸಮಾವೇಶದಲ್ಲಿ ಬಳ್ಳಾರಿ ನಗರ ವಿಧಾನಸಭಾ ಕ್ಷೇತ್ರದಿಂದ ಅಂದಾಜು 10 ಸಾವಿರ ಜನ ಭಾಗವಹಿಸುವ ನಿರೀಕ್ಷೆ ಇದೆ ಎಂದು ಬಳ್ಳಾರಿ ನಗರ ಶಾಸಕ ನಾರಾ ಭರತ್ ರೆಡ್ಡಿ ತಿಳಿಸಿದ್ದಾರೆ. ಬಳ್ಳಾರಿಯ ಗಾಂಧಿನಗರದಲ್ಲಿರುವ ಅವರ ಕಚೇರಿಯಲ್ಲಿ ಶನಿವಾರ ಬೆಳಿಗ್ಗೆ ಮಹಾನಗರ ಪಾಲಿಕೆಯ ಸದಸ್ಯರು, ಪರಾಜಿತ ಅಭ್ಯರ್ಥಿಗಳು, ಯುವ ಮತ್ತು ಮಹಿಳಾ ಕಾಂಗ್ರೆಸ್ ಮುಖಂಡರ ಜೊತೆಗೆ ಸಮಾವೇಶ ಯಶಸ್ವಿಗೊಳಿಸುವ ಕುರಿತು ಸಭೆ ನಡೆಸಿ, ಚರ್ಚಿಸಿದರು. ಕಾಂಗ್ರೆಸ್ ನೇತೃತ್ವದ ರಾಜ್ಯ ಸರ್ಕಾರ ಕೊಟ್ಟ ವಾಗ್ದಾನಂತೆ ನಡೆದುಕೊಂಡು ಐದು ಗ್ಯಾರಂಟಿ ಯೋಜನೆಗಳನ್ನು ಯಶಸ್ವಿಯಾಗಿ ಅನುಷ್ಠಾನಕ್ಕೆ ತಂದಿದೆ. ಸಾವಿರಾರು ಕೋಟಿ ರೂ.ಗಳ ಹಲವಾರು ಕಾಮಗಾರಿಗಳಿಗೆ ಚಾಲನೆ ನೀಡಲಾಗಿದೆ. ಹೀಗಾಗಿ ರಾಜ್ಯ ಸರ್ಕಾರದ ಎರಡು ವರ್ಷಗಳ ಸಾಧನೆಯನ್ನು ಜನರ ಮನೆ, ಮನಗಳಿಗೆ ತಲುಪಿಸುವ ಕೆಲಸವನ್ನು ನಾವೆಲ್ಲರೂ ಸೇರಿ ಮಾಡೋಣ ಎಂದರು. ಸಭೆಯಲ್ಲಿ ಪಾಲಿಕೆಯ ಸದಸ್ಯರಾದ ಪಿ.ಗಾದೆಪ್ಪ, ಪ್ರಭಂಜನಕುಮಾರ್, ರಾಜಶೇಖರ್, ಪಿ.ಕುಬೇರ, ನೂರ್ ವೆಂಕಟಪ್ಪ, ಜಬ್ಬಾರ್, ಮಿಂಚು ಸೀನಾ, (22, 250, 317, 514)
headline: ರಾಜ್ಯ ಸರ್ಕಾರದ ಸಾಧನಾ ಸಮಾವೇಶಕ್ಕೆ ಬಳ್ಳಾರಿ ನಗರದಿಂದ 10 ಸಾವಿರ ಜನ ಭಾಗಿಯಾಗುವ ನಿರೀಕ್ಷೆ: ಶಾಸಕ ನಾರಾ ಭರತ್ ರೆಡ್ಡಿ (70, 75, 882, 172)
email-address[interactable]: hospettimes@gmail.com (1301, 1067, 1484, 1083)
meeting-photo (332, 232, 931, 613)
printer-name: ಅಪೂರ್ವ ಆಫ್‌ಸೆಟ್ ಪ್ರಿಂಟರ್ (1285, 374, 1446, 394)
email-line (1241, 1067, 1490, 1082)
card-text: ಕನ್ನಡ ದಿನಪತ್ರಿಕೆ ಆನ್‌ಲೈನ್‌ನಲ್ಲಿ ಮನೆಯಲ್ಲೇ ಕುಳಿತು ಮೊಬೈಲ್‌ನಲ್ಲಿ "ಹೊಸಪೇಟೆ ಟೈಮ್ಸ್" ಪತ್ರಿಕೆ ಓದಬಹುದು, ಓದುಗರು, ಪತ್ರಿಕೆ ಓದಲು ಗೂಗಲ್ ಅಥವಾ ಕ್ರೋಮ್‌ನಲ್ಲಿ (1258, 110, 1474, 158)
dengue-rally-photo (332, 1423, 931, 1695)
weather-row: ಮಂಗಳ : ಗರಿಷ್ಠ : 41°, ಕನಿಷ್ಠ : 30° (1248, 1321, 1439, 1337)
phone-2[interactable]: 99802 81752 (1286, 1041, 1446, 1067)
